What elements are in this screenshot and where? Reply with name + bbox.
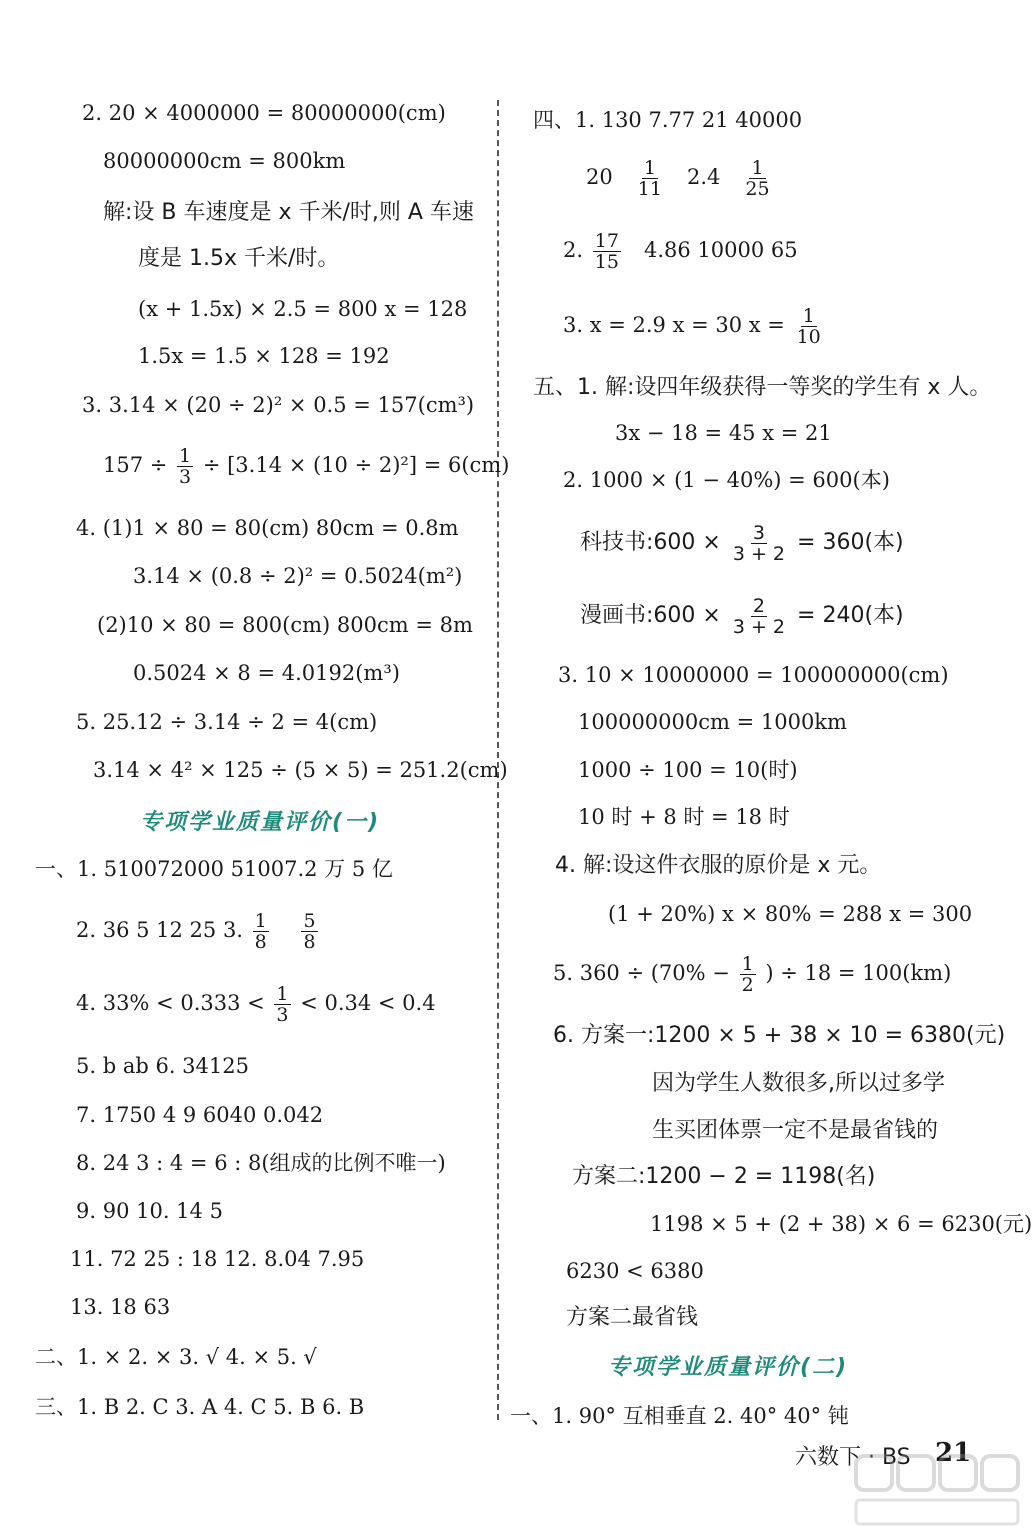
answer-line-fraction: 20 $\frac{1}{11}$ 2.4 $\frac{1}{25}$ bbox=[586, 157, 770, 200]
answer-line-fraction: 157 ÷ $\frac{1}{3}$ ÷ [3.14 × (10 ÷ 2)²] = 6(cm) bbox=[103, 445, 510, 488]
fraction: $\frac{17}{15}$ bbox=[594, 230, 619, 273]
answer-line-fraction: 4. 33% < 0.333 < $\frac{1}{3}$ < 0.34 < 0.4 bbox=[76, 983, 436, 1026]
answer-line-fraction: 3. x = 2.9 x = 30 x = $\frac{1}{10}$ bbox=[563, 305, 821, 348]
page-number: 21 bbox=[935, 1438, 972, 1468]
fraction: $\frac{1}{11}$ bbox=[637, 157, 662, 200]
answer-line: 方案二最省钱 bbox=[566, 1305, 699, 1330]
answer-line: 9. 90 10. 14 5 bbox=[76, 1199, 223, 1223]
book-label: 六数下 · BS bbox=[795, 1445, 911, 1470]
answer-line: 解:设 B 车速度是 x 千米/时,则 A 车速 bbox=[103, 200, 474, 225]
answer-line: 二、1. × 2. × 3. √ 4. × 5. √ bbox=[35, 1345, 317, 1369]
answer-line: 6. 方案一:1200 × 5 + 38 × 10 = 6380(元) bbox=[553, 1023, 1006, 1048]
answer-line-fraction: 2. 36 5 12 25 3. $\frac{1}{8}$ $\frac{5}{8}$ bbox=[76, 910, 316, 953]
answer-line: 3.14 × (0.8 ÷ 2)² = 0.5024(m²) bbox=[133, 564, 463, 588]
section-title: 专项学业质量评价(一) bbox=[140, 810, 381, 835]
answer-line: 方案二:1200 − 2 = 1198(名) bbox=[572, 1164, 876, 1189]
answer-line: 2. 1000 × (1 − 40%) = 600(本) bbox=[563, 468, 890, 492]
answer-line: 8. 24 3 : 4 = 6 : 8(组成的比例不唯一) bbox=[76, 1151, 446, 1175]
answer-line: 三、1. B 2. C 3. A 4. C 5. B 6. B bbox=[35, 1395, 365, 1419]
answer-line: 5. b ab 6. 34125 bbox=[76, 1054, 249, 1078]
fraction: $\frac{3}{3 + 2}$ bbox=[732, 521, 786, 565]
answer-line-fraction: 5. 360 ÷ (70% − $\frac{1}{2}$ ) ÷ 18 = 100(km) bbox=[553, 953, 952, 996]
answer-line: 4. 解:设这件衣服的原价是 x 元。 bbox=[555, 853, 882, 878]
answer-line: 4. (1)1 × 80 = 80(cm) 80cm = 0.8m bbox=[76, 516, 459, 540]
answer-line: 11. 72 25 : 18 12. 8.04 7.95 bbox=[70, 1247, 365, 1271]
fraction: $\frac{1}{8}$ bbox=[254, 910, 267, 953]
answer-line: (2)10 × 80 = 800(cm) 800cm = 8m bbox=[97, 613, 473, 637]
answer-line: 1198 × 5 + (2 + 38) × 6 = 6230(元) bbox=[650, 1212, 1033, 1236]
answer-line: 四、1. 130 7.77 21 40000 bbox=[533, 108, 803, 132]
answer-line: 3.14 × 4² × 125 ÷ (5 × 5) = 251.2(cm) bbox=[93, 758, 508, 782]
answer-line: 生买团体票一定不是最省钱的 bbox=[652, 1118, 939, 1143]
fraction: $\frac{1}{3}$ bbox=[179, 445, 192, 488]
answer-line-fraction: 漫画书:600 × $\frac{2}{3 + 2}$ = 240(本) bbox=[580, 594, 904, 638]
answer-line: 度是 1.5x 千米/时。 bbox=[138, 246, 340, 271]
answer-line: 5. 25.12 ÷ 3.14 ÷ 2 = 4(cm) bbox=[76, 710, 378, 734]
fraction: $\frac{1}{2}$ bbox=[741, 953, 754, 996]
answer-line-fraction: 2. $\frac{17}{15}$ 4.86 10000 65 bbox=[563, 230, 798, 273]
answer-line: 因为学生人数很多,所以过多学 bbox=[652, 1071, 945, 1096]
answer-line: 6230 < 6380 bbox=[566, 1259, 704, 1283]
fraction: $\frac{1}{10}$ bbox=[796, 305, 821, 348]
answer-line-fraction: 科技书:600 × $\frac{3}{3 + 2}$ = 360(本) bbox=[580, 521, 904, 565]
answer-line: (1 + 20%) x × 80% = 288 x = 300 bbox=[608, 902, 973, 926]
fraction: $\frac{2}{3 + 2}$ bbox=[732, 594, 786, 638]
section-title: 专项学业质量评价(二) bbox=[608, 1355, 849, 1380]
answer-line: 一、1. 90° 互相垂直 2. 40° 40° 钝 bbox=[510, 1404, 849, 1428]
watermark-logo bbox=[852, 1450, 1022, 1530]
answer-line: (x + 1.5x) × 2.5 = 800 x = 128 bbox=[138, 297, 468, 321]
answer-line: 3. 3.14 × (20 ÷ 2)² × 0.5 = 157(cm³) bbox=[82, 393, 475, 417]
fraction: $\frac{1}{3}$ bbox=[276, 983, 289, 1026]
answer-line: 3. 10 × 10000000 = 100000000(cm) bbox=[558, 663, 949, 687]
answer-line: 3x − 18 = 45 x = 21 bbox=[615, 421, 832, 445]
answer-line: 1.5x = 1.5 × 128 = 192 bbox=[138, 344, 390, 368]
fraction: $\frac{1}{25}$ bbox=[745, 157, 770, 200]
answer-line: 7. 1750 4 9 6040 0.042 bbox=[76, 1103, 324, 1127]
answer-line: 13. 18 63 bbox=[70, 1295, 171, 1319]
answer-line: 2. 20 × 4000000 = 80000000(cm) bbox=[82, 101, 446, 125]
answer-line: 五、1. 解:设四年级获得一等奖的学生有 x 人。 bbox=[533, 375, 992, 400]
answer-line: 0.5024 × 8 = 4.0192(m³) bbox=[133, 661, 400, 685]
answer-line: 10 时 + 8 时 = 18 时 bbox=[578, 805, 790, 829]
answer-line: 80000000cm = 800km bbox=[103, 149, 346, 173]
answer-line: 1000 ÷ 100 = 10(时) bbox=[578, 758, 798, 782]
fraction: $\frac{5}{8}$ bbox=[303, 910, 316, 953]
answer-line: 100000000cm = 1000km bbox=[578, 710, 847, 734]
answer-line: 一、1. 510072000 51007.2 万 5 亿 bbox=[35, 857, 393, 881]
